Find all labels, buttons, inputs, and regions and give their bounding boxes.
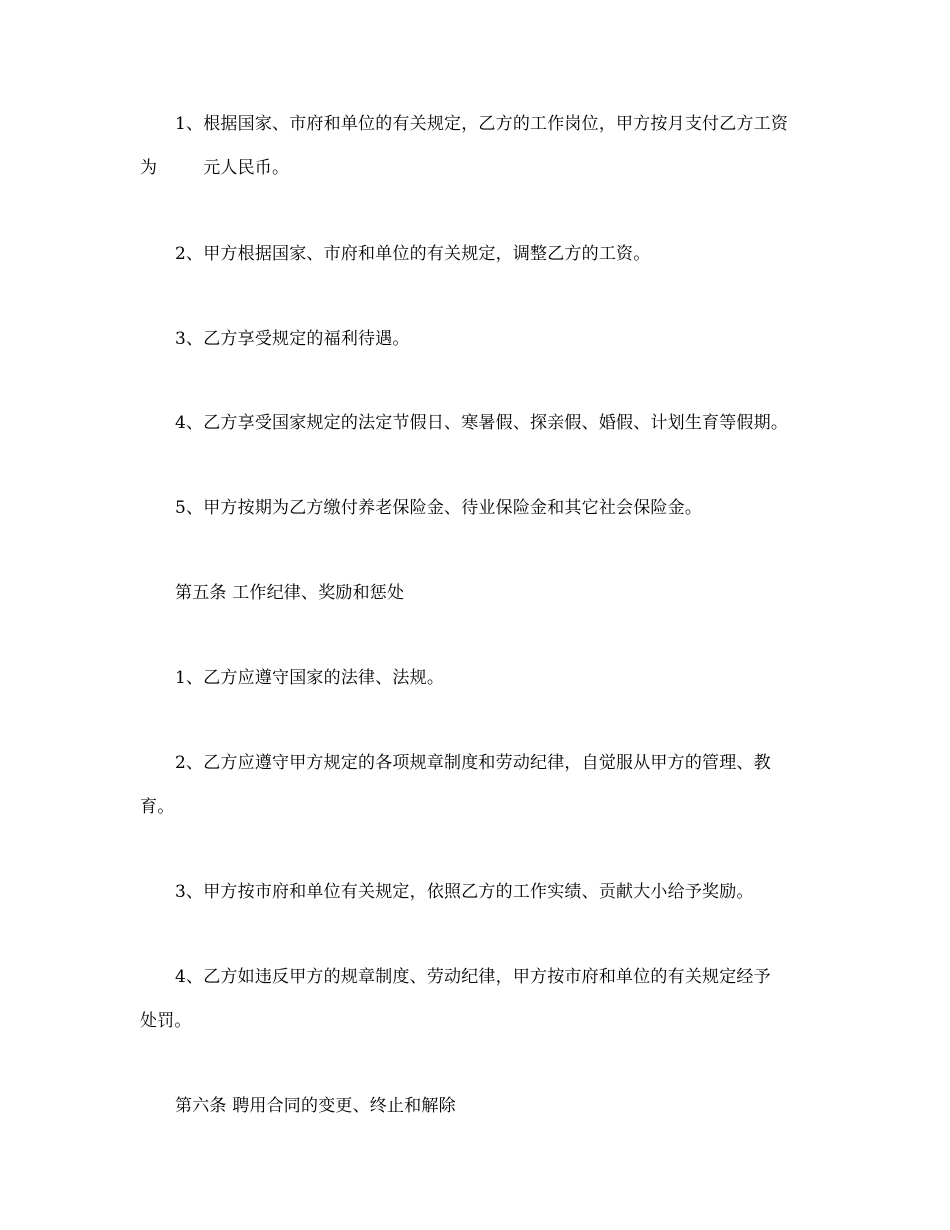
- article-5-heading: 第五条 工作纪律、奖励和惩处: [175, 583, 405, 603]
- paragraph-insurance: 5、甲方按期为乙方缴付养老保险金、待业保险金和其它社会保险金。: [175, 498, 703, 518]
- paragraph-obey-rules-line1: 2、乙方应遵守甲方规定的各项规章制度和劳动纪律，自觉服从甲方的管理、教: [175, 753, 771, 773]
- paragraph-obey-laws: 1、乙方应遵守国家的法律、法规。: [175, 668, 445, 688]
- paragraph-salary-line1: 1、根据国家、市府和单位的有关规定，乙方的工作岗位，甲方按月支付乙方工资: [175, 114, 789, 134]
- paragraph-salary-line2: [140, 157, 289, 179]
- paragraph-salary-adjust: 2、甲方根据国家、市府和单位的有关规定，调整乙方的工资。: [175, 244, 651, 264]
- article-6-heading: 第六条 聘用合同的变更、终止和解除: [175, 1096, 456, 1116]
- paragraph-obey-rules-line2: 育。: [140, 797, 175, 817]
- paragraph-holidays: 4、乙方享受国家规定的法定节假日、寒暑假、探亲假、婚假、计划生育等假期。: [175, 413, 789, 433]
- salary-prefix: 为: [140, 158, 158, 178]
- salary-suffix: 元人民币。: [203, 158, 290, 178]
- paragraph-penalty-line1: 4、乙方如违反甲方的规章制度、劳动纪律，甲方按市府和单位的有关规定经予: [175, 967, 771, 987]
- paragraph-rewards: 3、甲方按市府和单位有关规定，依照乙方的工作实绩、贡献大小给予奖励。: [175, 882, 754, 902]
- paragraph-welfare: 3、乙方享受规定的福利待遇。: [175, 329, 410, 349]
- paragraph-penalty-line2: 处罚。: [140, 1011, 192, 1031]
